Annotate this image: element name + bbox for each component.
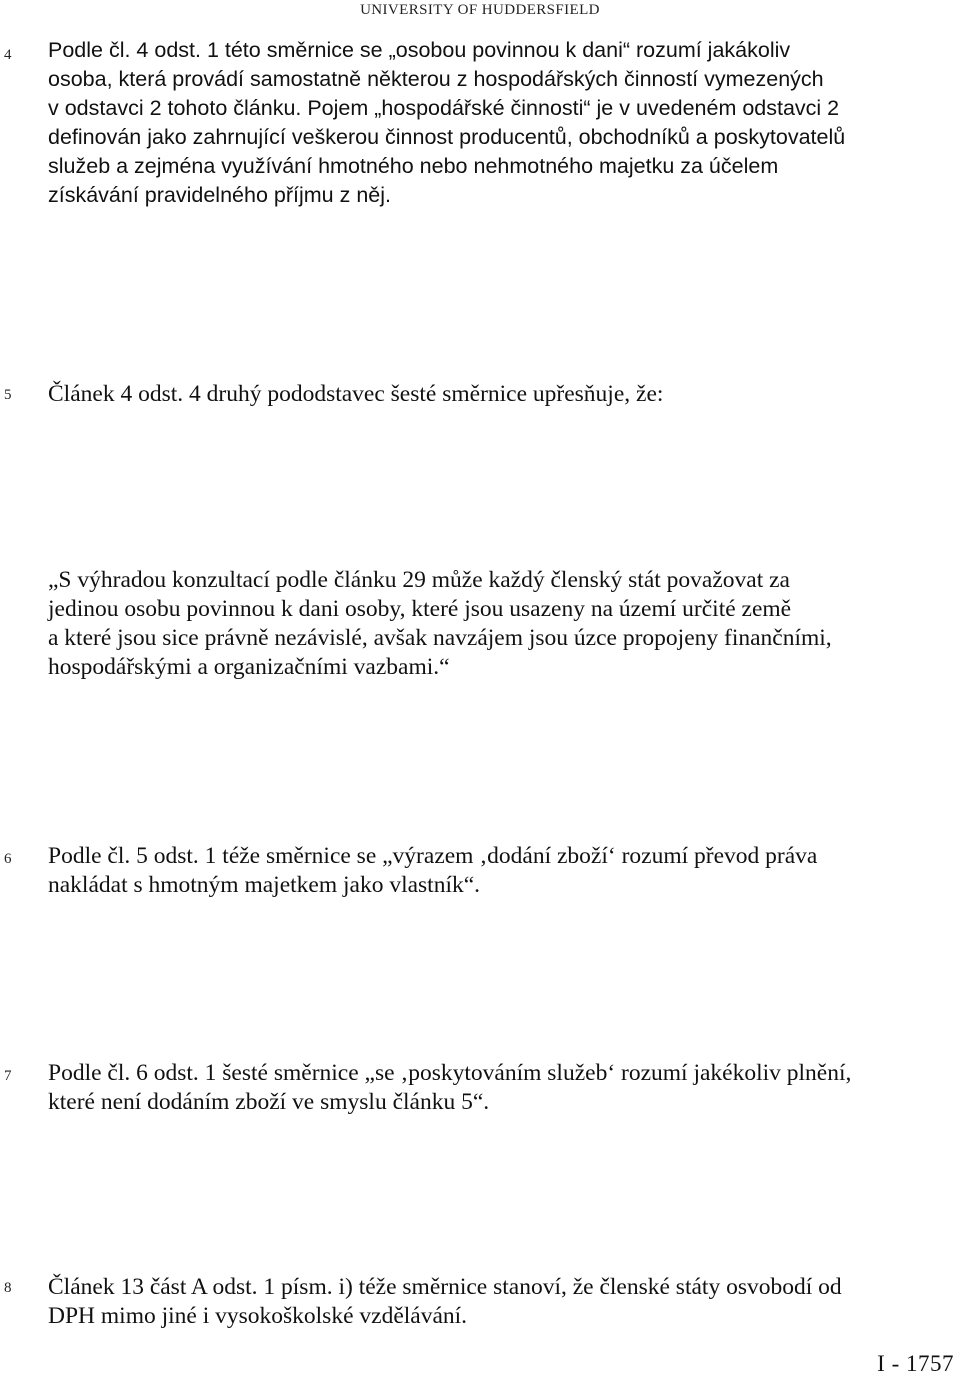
text-line: v odstavci 2 tohoto článku. Pojem „hospodářské činnosti“ je v uvedeném odstavci 2 [48, 96, 840, 120]
page-number: I - 1757 [877, 1351, 954, 1376]
quote-paragraph [48, 566, 956, 682]
paragraph-number: 8 [4, 1280, 12, 1296]
paragraph [48, 1059, 956, 1117]
paragraph-number: 6 [4, 851, 12, 867]
paragraph [48, 36, 956, 210]
text-line: Podle čl. 4 odst. 1 této směrnice se „osobou povinnou k dani“ rozumí jakákoliv [48, 38, 791, 62]
text-line: Podle čl. 5 odst. 1 téže směrnice se „výrazem ‚dodání zboží‘ rozumí převod práva [48, 843, 818, 869]
paragraph [48, 1273, 956, 1331]
text-line: Podle čl. 6 odst. 1 šesté směrnice „se ‚poskytováním služeb‘ rozumí jakékoliv plnění, [48, 1060, 852, 1086]
text-line: DPH mimo jiné i vysokoškolské vzdělávání. [48, 1303, 468, 1329]
paragraph [48, 842, 956, 900]
text-line: nakládat s hmotným majetkem jako vlastník“. [48, 872, 481, 898]
page-header: UNIVERSITY OF HUDDERSFIELD [360, 2, 600, 18]
text-line: které není dodáním zboží ve smyslu článku 5“. [48, 1089, 490, 1115]
paragraph [48, 380, 956, 409]
text-line: hospodářskými a organizačními vazbami.“ [48, 654, 450, 680]
text-line: „S výhradou konzultací podle článku 29 může každý členský stát považovat za [48, 567, 790, 593]
text-line: osoba, která provádí samostatně některou z hospodářských činností vymezených [48, 67, 824, 91]
paragraph-number: 4 [4, 47, 12, 63]
text-line: jedinou osobu povinnou k dani osoby, které jsou usazeny na území určité země [48, 596, 792, 622]
text-line: získávání pravidelného příjmu z něj. [48, 183, 391, 207]
text-line: služeb a zejména využívání hmotného nebo nehmotného majetku za účelem [48, 154, 779, 178]
text-line: a které jsou sice právně nezávislé, avšak navzájem jsou úzce propojeny finančními, [48, 625, 832, 651]
text-line: definován jako zahrnující veškerou činnost producentů, obchodníků a poskytovatelů [48, 125, 846, 149]
text-line: Článek 13 část A odst. 1 písm. i) téže směrnice stanoví, že členské státy osvobodí od [48, 1274, 842, 1300]
text-line: Článek 4 odst. 4 druhý pododstavec šesté směrnice upřesňuje, že: [48, 381, 664, 407]
paragraph-number: 5 [4, 387, 12, 403]
paragraph-number: 7 [4, 1068, 12, 1084]
